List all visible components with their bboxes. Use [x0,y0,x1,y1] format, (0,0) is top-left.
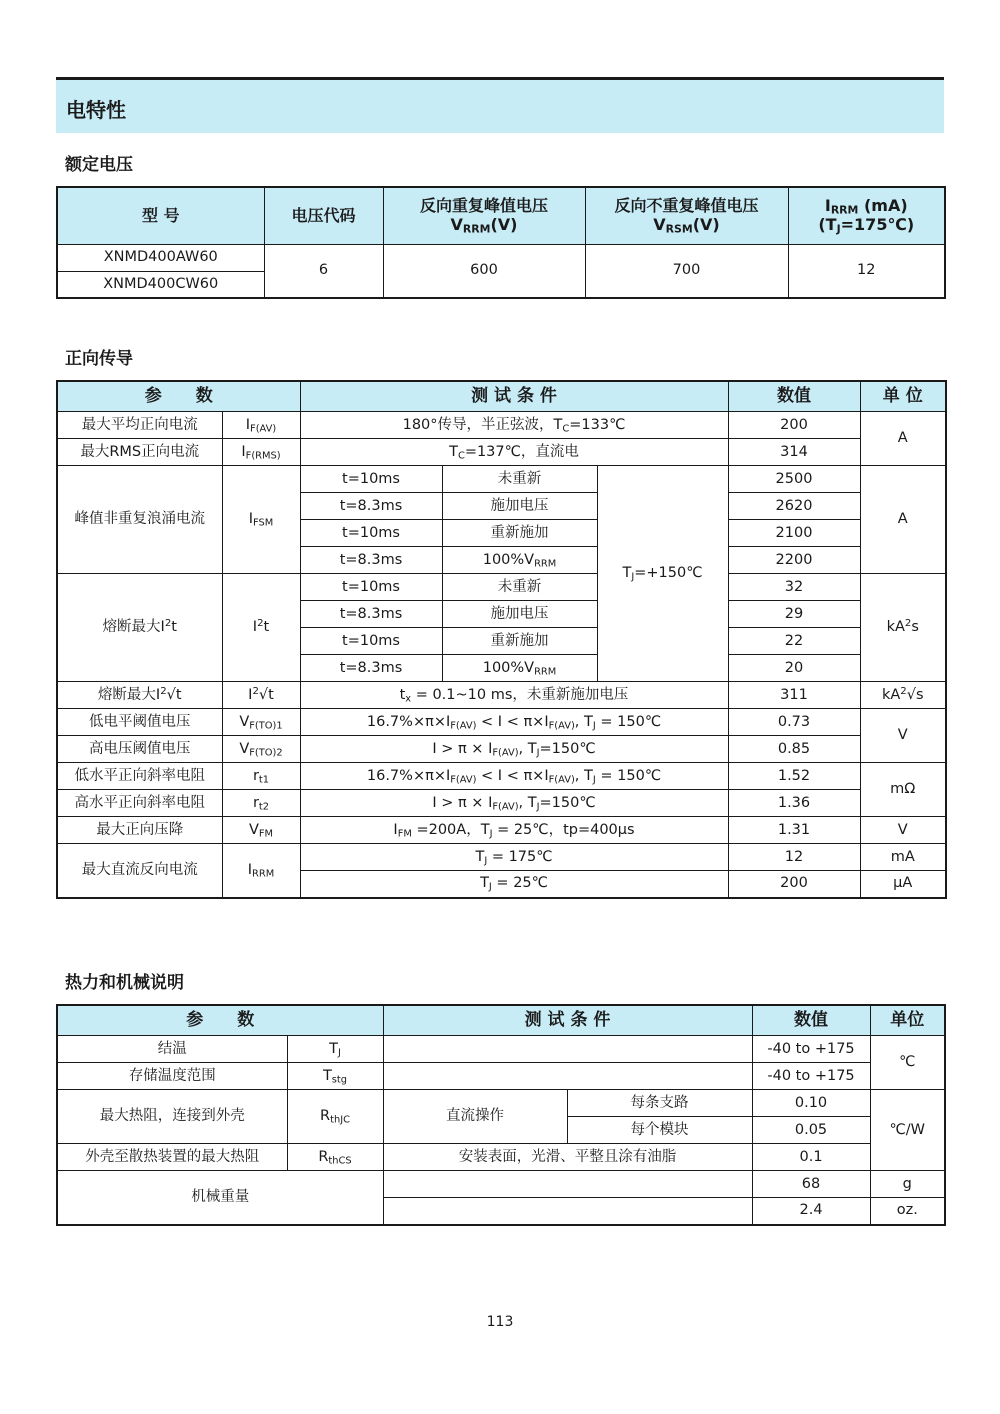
voltage-condition: $100\%V_{RRM}$ [442,655,597,682]
param-name: 高电压阈值电压 [57,736,222,763]
test-condition: 直流操作 [383,1090,567,1144]
param-unit: ℃/W [870,1090,945,1171]
forward-conduction-heading: 正向传导 [65,349,133,369]
model-cell: XNMD400AW60 [57,244,264,271]
test-condition: $16.7\%\times\pi\times I_{F(AV)} < I < \pi\times I_{F(AV)}$, $T_J$ = 150℃ [300,709,728,736]
param-value: 12 [728,844,860,871]
header-unit: 单位 [870,1005,945,1036]
param-value: -40 to +175 [752,1036,870,1063]
param-value: 0.73 [728,709,860,736]
section-banner [56,80,944,133]
param-value: 314 [728,439,860,466]
param-symbol: $V_{F(TO)2}$ [222,736,300,763]
param-unit: oz. [870,1198,945,1225]
param-name: 外壳至散热装置的最大热阻 [57,1144,287,1171]
rated-voltage-table [56,186,946,299]
param-unit: $kA^2s$ [860,574,946,682]
sub-condition: 每个模块 [567,1117,752,1144]
param-name: 最大平均正向电流 [57,412,222,439]
param-value: 0.05 [752,1117,870,1144]
thermal-mechanical-table [56,1004,946,1226]
param-unit: ℃ [870,1036,945,1090]
param-value: 1.36 [728,790,860,817]
test-condition [383,1198,752,1225]
param-symbol: $r_{t2}$ [222,790,300,817]
param-value: -40 to +175 [752,1063,870,1090]
test-condition: $I_{FM} =200A$，$T_J$ = 25℃，tp=400μs [300,817,728,844]
param-unit: A [860,466,946,574]
param-value: 2.4 [752,1198,870,1225]
param-value: 2500 [728,466,860,493]
voltage-condition: 施加电压 [442,601,597,628]
header-condition: 测 试 条 件 [383,1005,752,1036]
param-value: 200 [728,412,860,439]
param-value: 32 [728,574,860,601]
time-condition: t=8.3ms [300,601,442,628]
test-condition: 安装表面，光滑、平整且涂有油脂 [383,1144,752,1171]
param-unit: μA [860,871,946,898]
test-condition: $t_x$ = 0.1~10 ms，未重新施加电压 [300,682,728,709]
banner-title: 电特性 [66,98,126,122]
voltage-condition: $100\%V_{RRM}$ [442,547,597,574]
param-value: 311 [728,682,860,709]
voltage-condition: 施加电压 [442,493,597,520]
param-symbol: $I^2√t$ [222,682,300,709]
voltage-condition: 重新施加 [442,628,597,655]
test-condition [383,1036,752,1063]
param-name: 最大直流反向电流 [57,844,222,898]
param-value: 0.1 [752,1144,870,1171]
param-symbol: $T_{stg}$ [287,1063,383,1090]
param-name: 熔断最大$I^2t$ [57,574,222,682]
param-value: 200 [728,871,860,898]
header-model: 型 号 [57,187,264,244]
header-vrrm: 反向重复峰值电压 $V_{RRM}(V)$ [383,187,585,244]
param-name: 结温 [57,1036,287,1063]
param-symbol: $V_{F(TO)1}$ [222,709,300,736]
forward-conduction-table [56,380,947,899]
time-condition: t=10ms [300,574,442,601]
header-condition: 测 试 条 件 [300,381,728,412]
param-symbol: $V_{FM}$ [222,817,300,844]
param-name: 峰值非重复浪涌电流 [57,466,222,574]
param-symbol: $R_{thJC}$ [287,1090,383,1144]
param-unit: A [860,412,946,466]
test-condition: $I > \pi \times I_{F(AV)}$, $T_J=150℃$ [300,790,728,817]
sub-condition: 每条支路 [567,1090,752,1117]
param-name: 最大RMS正向电流 [57,439,222,466]
test-condition: $16.7\%\times\pi\times I_{F(AV)} < I < \pi\times I_{F(AV)}$, $T_J$ = 150℃ [300,763,728,790]
param-value: 20 [728,655,860,682]
test-condition: 180°传导，半正弦波，$T_C=133℃$ [300,412,728,439]
param-value: 29 [728,601,860,628]
header-param: 参 数 [57,1005,383,1036]
param-unit: mΩ [860,763,946,817]
param-value: 2200 [728,547,860,574]
time-condition: t=10ms [300,466,442,493]
param-value: 0.10 [752,1090,870,1117]
vrsm-cell: 700 [585,244,788,298]
param-value: 2620 [728,493,860,520]
header-param: 参 数 [57,381,300,412]
param-unit: $kA^2√s$ [860,682,946,709]
param-name: 高水平正向斜率电阻 [57,790,222,817]
param-name: 低电平阈值电压 [57,709,222,736]
param-unit: mA [860,844,946,871]
test-condition [383,1171,752,1198]
test-condition: $T_J$ = 25℃ [300,871,728,898]
param-value: 1.31 [728,817,860,844]
test-condition [383,1063,752,1090]
param-symbol: $I_{F(AV)}$ [222,412,300,439]
header-irrm: $I_{RRM}$ (mA) $(T_J=175℃)$ [788,187,945,244]
header-value: 数值 [752,1005,870,1036]
voltage-condition: 重新施加 [442,520,597,547]
param-value: 22 [728,628,860,655]
param-value: 68 [752,1171,870,1198]
param-unit: V [860,817,946,844]
param-value: 2100 [728,520,860,547]
param-symbol: $T_J$ [287,1036,383,1063]
thermal-mechanical-heading: 热力和机械说明 [65,973,184,993]
param-symbol: $r_{t1}$ [222,763,300,790]
param-name: 最大热阻，连接到外壳 [57,1090,287,1144]
model-cell: XNMD400CW60 [57,271,264,298]
page-number: 113 [486,1314,514,1330]
time-condition: t=8.3ms [300,655,442,682]
param-name: 机械重量 [57,1171,383,1225]
param-unit: V [860,709,946,763]
header-vrsm: 反向不重复峰值电压 $V_{RSM}(V)$ [585,187,788,244]
header-voltage-code: 电压代码 [264,187,383,244]
time-condition: t=10ms [300,628,442,655]
irrm-cell: 12 [788,244,945,298]
param-symbol: $I^2t$ [222,574,300,682]
header-value: 数值 [728,381,860,412]
param-value: 1.52 [728,763,860,790]
test-condition: $I > \pi \times I_{F(AV)}$, $T_J=150℃$ [300,736,728,763]
junction-temp-condition: $T_J=+150℃$ [597,466,728,682]
time-condition: t=10ms [300,520,442,547]
time-condition: t=8.3ms [300,493,442,520]
param-unit: g [870,1171,945,1198]
param-symbol: $I_{FSM}$ [222,466,300,574]
voltage-condition: 未重新 [442,466,597,493]
param-value: 0.85 [728,736,860,763]
param-symbol: $I_{RRM}$ [222,844,300,898]
param-name: 存储温度范围 [57,1063,287,1090]
param-symbol: $I_{F(RMS)}$ [222,439,300,466]
vrrm-cell: 600 [383,244,585,298]
test-condition: $T_J$ = 175℃ [300,844,728,871]
voltage-condition: 未重新 [442,574,597,601]
voltage-code-cell: 6 [264,244,383,298]
param-symbol: $R_{thCS}$ [287,1144,383,1171]
param-name: 低水平正向斜率电阻 [57,763,222,790]
rated-voltage-heading: 额定电压 [65,155,133,175]
time-condition: t=8.3ms [300,547,442,574]
header-unit: 单 位 [860,381,946,412]
test-condition: $T_C=137℃$，直流电 [300,439,728,466]
param-name: 熔断最大$I^2√t$ [57,682,222,709]
param-name: 最大正向压降 [57,817,222,844]
